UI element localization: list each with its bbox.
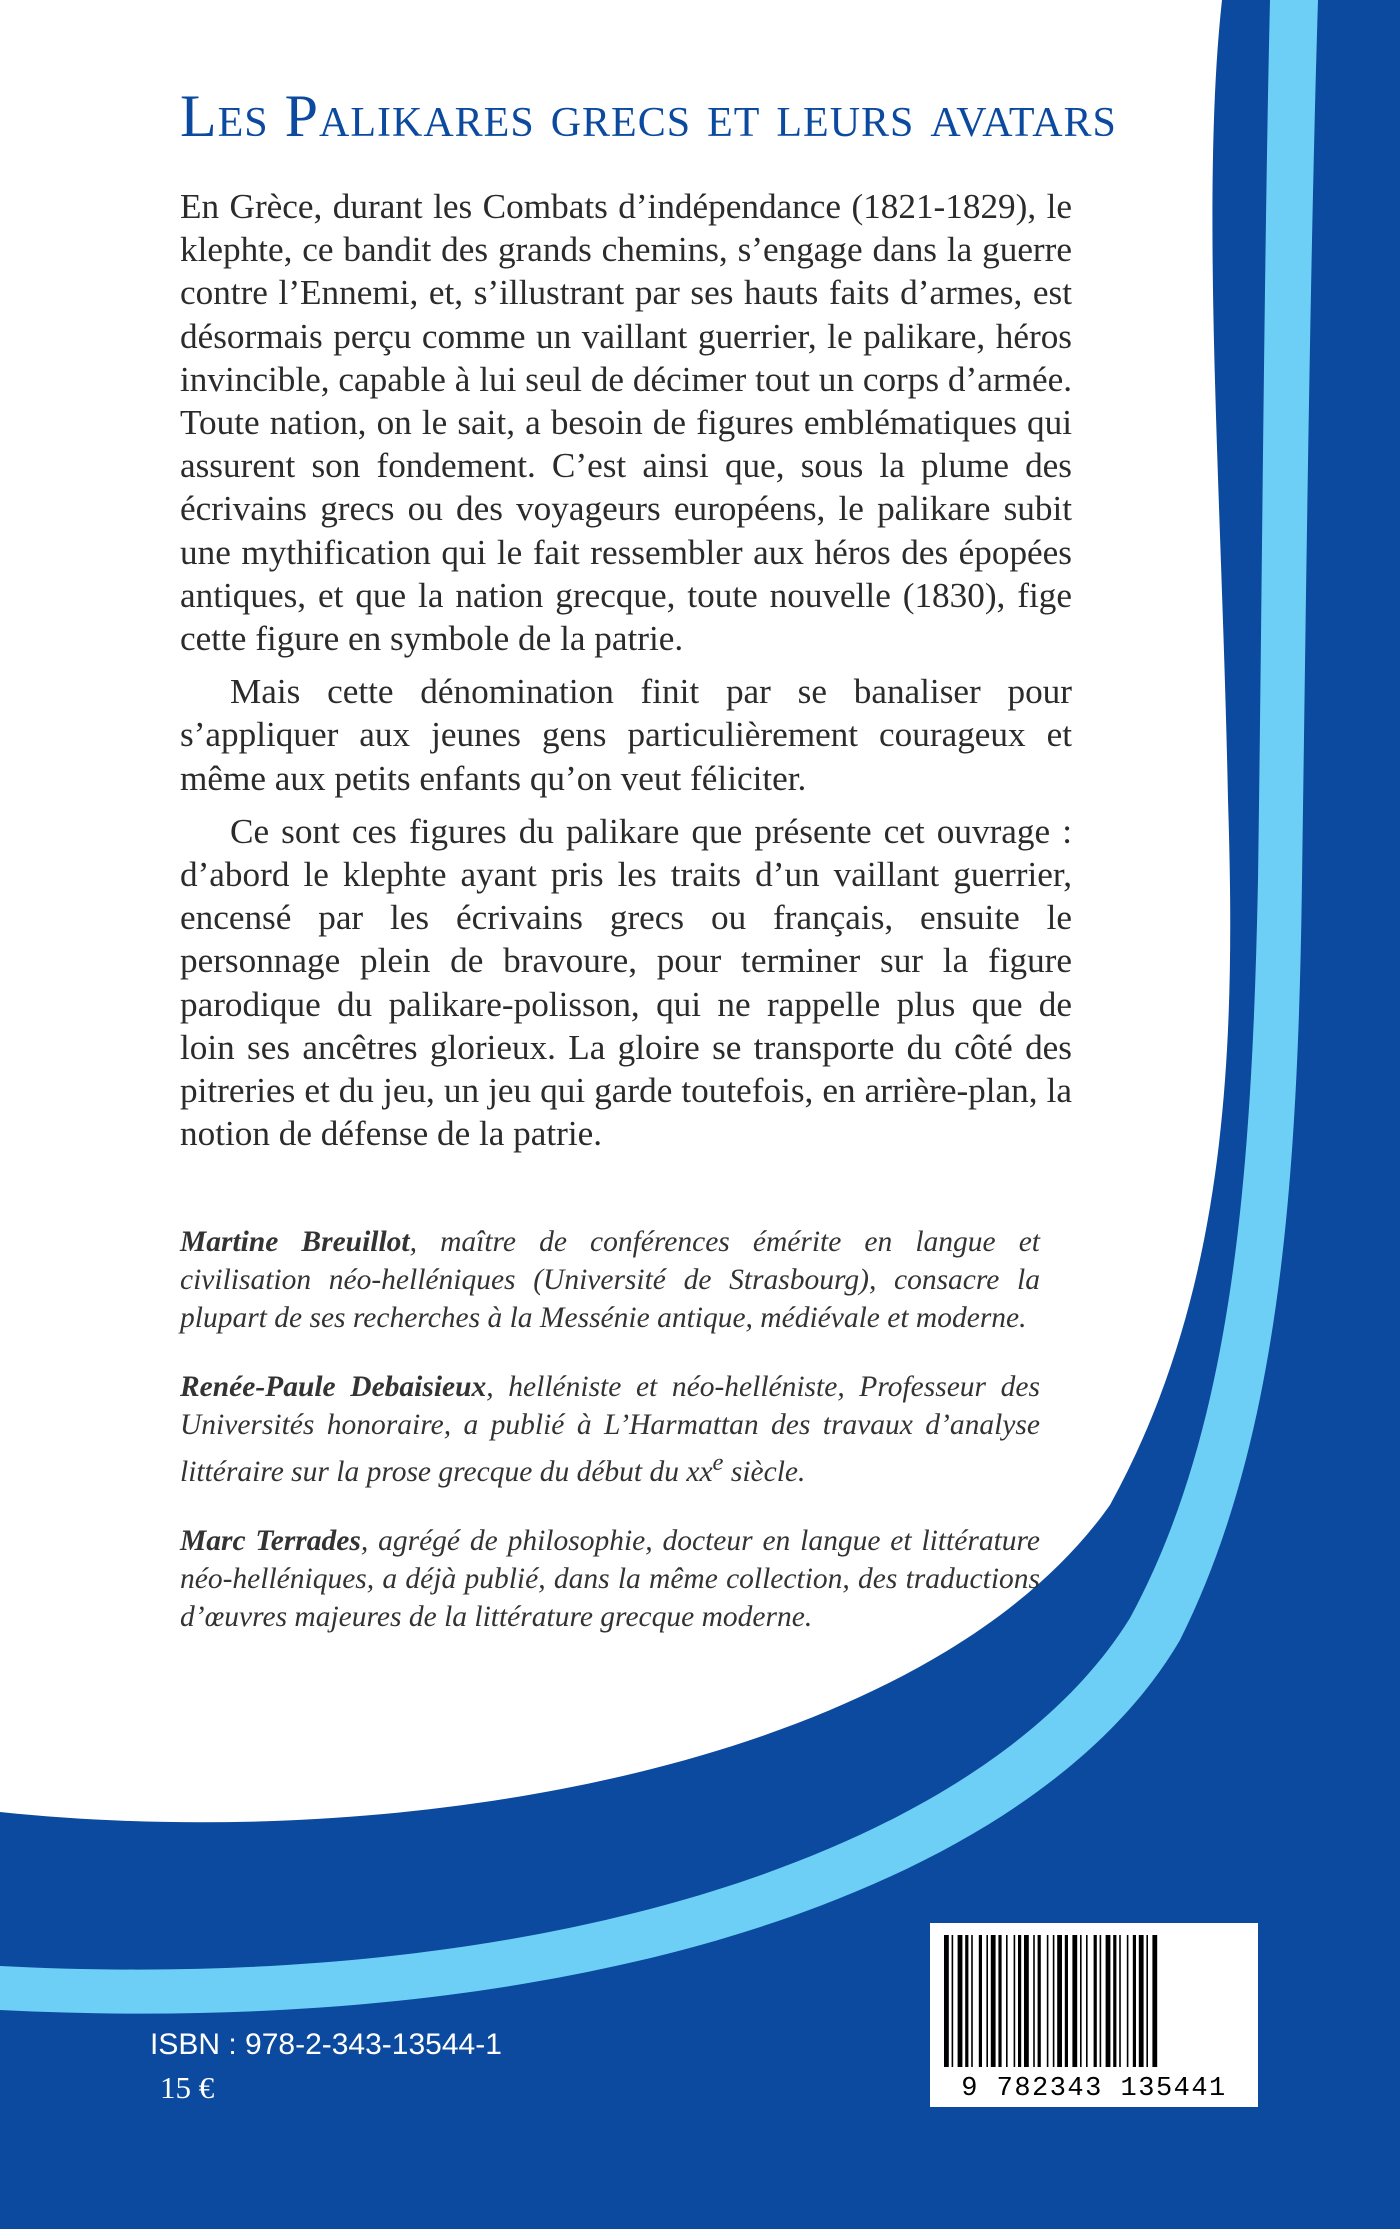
barcode-bar — [1094, 1935, 1097, 2067]
barcode-bar — [1086, 1935, 1088, 2067]
barcode-bar — [1113, 1935, 1116, 2067]
author-name: Renée-Paule Debaisieux — [180, 1371, 487, 1403]
barcode-bar — [1127, 1935, 1129, 2067]
barcode-bar — [1080, 1935, 1082, 2067]
author-bio-text: , helléniste et néo-helléniste, Professeur des Universités honoraire, a publié à L’Harmattan des travaux d’analyse littéraire sur la prose grecque du début du — [180, 1371, 1040, 1488]
barcode-bar — [1033, 1935, 1035, 2067]
blurb-paragraph-2: Mais cette dénomination finit par se banaliser pour s’appliquer aux jeunes gens particulièrement courageux et même aux petits enfants qu’on veut féliciter. — [180, 672, 1072, 798]
barcode-bar — [998, 1935, 1001, 2067]
barcode-bar — [1024, 1935, 1029, 2067]
barcode-bar — [1065, 1935, 1068, 2067]
barcode-bar — [986, 1935, 988, 2067]
barcode-bar — [965, 1935, 968, 2067]
author-bios — [180, 1223, 1040, 1667]
barcode-bar — [1072, 1935, 1077, 2067]
barcode-bar — [958, 1935, 963, 2067]
barcode-bar — [1053, 1935, 1055, 2067]
barcode-bar — [979, 1935, 982, 2067]
barcode-bar — [1119, 1935, 1121, 2067]
barcode-bar — [1152, 1935, 1157, 2067]
century-numeral: xx — [686, 1455, 713, 1488]
author-bio-text: , maître de conférences émérite en langue et civilisation néo-helléniques (Université de Strasbourg), consacre la plupart de ses recherches à la Messénie antique, médiévale et moderne. — [180, 1226, 1040, 1334]
barcode-bar — [1100, 1935, 1102, 2067]
barcode-bar — [1133, 1935, 1136, 2067]
barcode-bar — [1006, 1935, 1008, 2067]
barcode-bar — [971, 1935, 973, 2067]
blurb-paragraph-3: Ce sont ces figures du palikare que présente cet ouvrage : d’abord le klephte ayant pris les traits d’un vaillant guerrier, encensé par les écrivains grecs ou français, ensuite le personnage plein de bravoure, pour terminer sur la figure parodique du palikare-polisson, qui ne rappelle plus que de loin ses ancêtres glorieux. La gloire se transporte du côté des pitreries et du jeu, un jeu qui garde toutefois, en arrière-plan, la notion de défense de la patrie. — [180, 811, 1072, 1154]
author-name: Martine Breuillot — [180, 1226, 410, 1258]
author-bio-2 — [180, 1368, 1040, 1491]
barcode-bar — [1146, 1935, 1148, 2067]
barcode-bar — [1018, 1935, 1021, 2067]
book-title: Les Palikares grecs et leurs avatars — [180, 83, 1117, 149]
blurb — [180, 185, 1072, 1165]
blurb-paragraph-1: En Grèce, durant les Combats d’indépendance (1821-1829), le klephte, ce bandit des grands chemins, s’engage dans la guerre contre l’Ennemi, et, s’illustrant par ses hauts faits d’armes, est désormais perçu comme un vaillant guerrier, le palikare, héros invincible, capable à lui seul de décimer tout un corps d’armée. Toute nation, on le sait, a besoin de figures emblématiques qui assurent son fondement. C’est ainsi que, sous la plume des écrivains grecs ou des voyageurs européens, le palikare subit une mythification qui le fait ressembler aux héros des épopées antiques, et que la nation grecque, toute nouvelle (1830), fige cette figure en symbole de la patrie. — [180, 187, 1072, 659]
barcode-bar — [944, 1935, 949, 2067]
author-bio-text: , agrégé de philosophie, docteur en langue et littérature néo-helléniques, a déjà publié, dans la même collection, des traductions d’œuvres majeures de la littérature grecque moderne. — [180, 1524, 1040, 1633]
author-bio-1 — [180, 1223, 1040, 1337]
barcode-bar — [1057, 1935, 1062, 2067]
century-superscript: e — [712, 1449, 724, 1476]
barcode — [930, 1923, 1258, 2107]
barcode-bar — [952, 1935, 954, 2067]
author-bio-text-end: siècle. — [723, 1455, 806, 1488]
barcode-bar — [1038, 1935, 1041, 2067]
author-name: Marc Terrades — [180, 1524, 361, 1557]
barcode-bar — [1014, 1935, 1016, 2067]
barcode-bars — [944, 1935, 1157, 2067]
barcode-bar — [1106, 1935, 1111, 2067]
barcode-bar — [1139, 1935, 1144, 2067]
price: 15 € — [160, 2070, 215, 2105]
barcode-digits: 9 782343 135441 — [961, 2074, 1227, 2104]
barcode-graphic — [930, 1923, 1258, 2107]
barcode-bar — [1047, 1935, 1049, 2067]
barcode-bar — [991, 1935, 996, 2067]
isbn-number: ISBN : 978-2-343-13544-1 — [150, 2028, 502, 2061]
author-bio-3 — [180, 1522, 1040, 1636]
